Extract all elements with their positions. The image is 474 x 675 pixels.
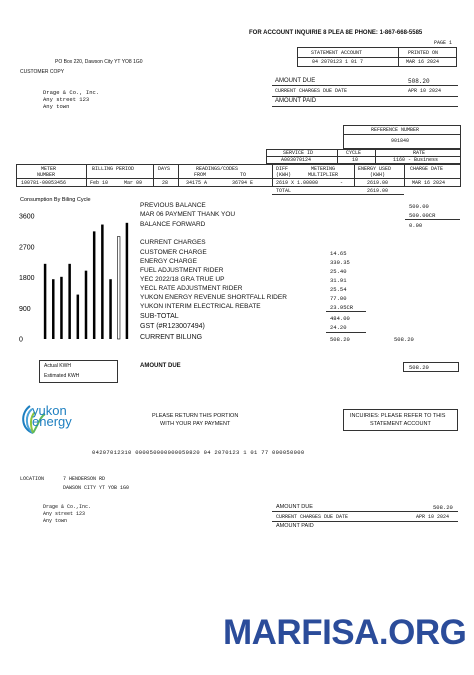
actual-kwh-bar xyxy=(126,223,129,339)
customer-name: Drage & Co., Inc. xyxy=(43,89,100,96)
charge-item-value: 23.95CR xyxy=(330,304,354,311)
location-label: LOCATION xyxy=(20,476,45,482)
legend-estimated: Estimated KWH xyxy=(44,373,80,379)
charge-item-label: CUSTOMER CHARGE xyxy=(140,249,207,256)
customer-street: Any street 123 xyxy=(43,96,90,103)
charge-item-label: YUKON ENERGY REVENUE SHORTFALL RIDER xyxy=(140,294,287,301)
actual-kwh-bar xyxy=(101,225,104,339)
company-address: PO Box 220, Dawson City YT YO8 1G0 xyxy=(55,59,143,65)
inquiries-line1: INCUIRIES: PLEASE REFER TO THIS xyxy=(350,413,446,419)
charge-date-header: CHARGE DATE xyxy=(410,166,444,172)
due-date-label: CURRENT CHARGES DUE DATE xyxy=(275,88,348,94)
remit-amount-due-label: AMOUNT DUE xyxy=(276,504,313,510)
metering-header: METERING xyxy=(311,166,336,172)
readings-header: READINGS/CODES xyxy=(196,166,239,172)
remit-amount-paid-label[interactable]: AMOUNT PAID xyxy=(276,523,314,529)
actual-kwh-bar xyxy=(85,271,88,339)
logo-text-energy: energy xyxy=(32,414,72,429)
total-value: 2619.00 xyxy=(367,188,389,194)
actual-kwh-bar xyxy=(68,264,71,339)
y-tick-label: 0 xyxy=(19,336,23,344)
reading-from-value: 34175 A xyxy=(186,180,208,186)
charge-item-value: 25.54 xyxy=(330,286,347,293)
balance-forward-value: 0.00 xyxy=(409,222,423,229)
service-id-header: SERVICE ID xyxy=(283,150,314,156)
page-number: PAGE 1 xyxy=(434,40,453,46)
charge-item-value: 77.00 xyxy=(330,295,347,302)
location-line2: DAWSON CITY YT YOB 1G0 xyxy=(63,485,130,491)
meter-number-value: 100781-00053456 xyxy=(21,180,67,186)
total-label: TOTAL xyxy=(276,188,292,194)
energy-used-value: 2619.00 xyxy=(367,180,389,186)
legend-actual: Actual KWH xyxy=(44,363,71,369)
balance-forward-label: BALANCE FORWARD xyxy=(140,221,206,228)
charge-item-label: ENERGY CHARGE xyxy=(140,258,197,265)
previous-balance-value: 500.00 xyxy=(409,203,429,210)
customer-town: Any town xyxy=(43,103,70,110)
billing-to-value: Mar 09 xyxy=(124,180,143,186)
statement-account-value: 04 2070123 1 01 7 xyxy=(312,59,364,65)
diff-header-2: (KWH) xyxy=(276,172,292,178)
subtotal-value: 484.00 xyxy=(330,315,350,322)
energy-used-header: ENERGY USED xyxy=(358,166,392,172)
current-billing-label: CURRENT BILUNG xyxy=(140,334,203,341)
diff-header: DIFF xyxy=(276,166,289,172)
charge-item-label: YECL RATE ADJUSTMENT RIDER xyxy=(140,285,243,292)
rate-header: RATE xyxy=(413,150,426,156)
y-tick-label: 3600 xyxy=(19,213,35,221)
charge-item-label: YEC 2022/18 GRA TRUE UP xyxy=(140,276,225,283)
remit-due-date-value: APR 10 2024 xyxy=(416,514,450,520)
remit-town: Any town xyxy=(43,518,68,524)
dash-value: - xyxy=(340,180,344,186)
days-header: DAYS xyxy=(158,166,171,172)
amount-due-summary-label: AMOUNT DUE xyxy=(140,363,181,369)
reference-value: 901840 xyxy=(391,138,410,144)
charge-item-value: 330.35 xyxy=(330,259,350,266)
amount-due-label: AMOUNT DUE xyxy=(275,78,316,84)
from-header: FROM xyxy=(194,172,207,178)
y-tick-label: 900 xyxy=(19,305,31,313)
remit-due-date-label: CURRENT CHARGES DUE DATE xyxy=(276,514,349,520)
current-billing-value: 508.20 xyxy=(330,336,350,343)
statement-account-label: STATEMENT ACCOUNT xyxy=(311,50,363,56)
billing-from-value: Feb 10 xyxy=(90,180,109,186)
reading-to-value: 36794 E xyxy=(232,180,254,186)
current-charges-label: CURRENT CHARGES xyxy=(140,239,206,246)
meter-header: METER xyxy=(41,166,57,172)
gst-value: 24.20 xyxy=(330,324,347,331)
y-tick-label: 2700 xyxy=(19,244,35,252)
meter-header-2: NUMBER xyxy=(37,172,56,178)
charge-item-value: 14.65 xyxy=(330,250,347,257)
amount-paid-label[interactable]: AMOUNT PAID xyxy=(275,98,317,104)
logo-text-yukon: yukon xyxy=(32,403,67,418)
remit-name: Drage & Co.,Inc. xyxy=(43,504,92,510)
payment-value: 500.00CR xyxy=(409,212,436,219)
payment-label: MAR 06 PAYMENT THANK YOU xyxy=(140,211,236,218)
cycle-header: CYCLE xyxy=(346,150,362,156)
energy-used-header-2: (KWH) xyxy=(370,172,386,178)
location-line1: 7 HENDERSON RD xyxy=(63,476,106,482)
actual-kwh-bar xyxy=(44,264,47,339)
reference-label: REFERENCE NUMBER xyxy=(371,127,420,133)
estimated-kwh-bar xyxy=(117,237,120,340)
printed-on-value: MAR 16 2024 xyxy=(406,59,440,65)
actual-kwh-bar xyxy=(77,295,80,339)
inquiries-line2: STATEMENT ACCOUNT xyxy=(370,421,431,427)
chart-title: Consumption By Biling Cycle xyxy=(20,197,91,203)
service-id-value: A003070124 xyxy=(281,157,312,163)
remit-street: Any street 123 xyxy=(43,511,86,517)
cycle-value: 10 xyxy=(352,157,359,163)
consumption-chart xyxy=(15,192,135,352)
actual-kwh-bar xyxy=(109,279,112,339)
charge-date-value: MAR 16 2024 xyxy=(412,180,446,186)
gst-label: GST (#R123007494) xyxy=(140,323,205,330)
amount-due-summary-value: 508.20 xyxy=(409,364,429,371)
inquiries-phone: FOR ACCOUNT INQUIRIE 8 PLEA 8E PHONE: 1-867-668-5585 xyxy=(249,30,423,36)
billing-period-header: BILLING PERIOD xyxy=(92,166,135,172)
printed-on-label: PRINTED ON xyxy=(408,50,439,56)
customer-copy-label: CUSTOMER COPY xyxy=(20,69,65,75)
days-value: 28 xyxy=(162,180,169,186)
scan-line: 04207012310 000050000000050820 04 2070123 1 01 77 000050000 xyxy=(92,449,305,456)
rate-value: 1160 - Business xyxy=(393,157,439,163)
charge-item-label: FUEL ADJUSTMENT RIDER xyxy=(140,267,224,274)
due-date-value: APR 10 2024 xyxy=(408,88,442,94)
return-portion-line2: WITH YOUR PAY PAYMENT xyxy=(160,421,231,427)
actual-kwh-bar xyxy=(93,231,96,339)
actual-kwh-bar xyxy=(60,277,63,339)
multiplier-header: MULTIPLIER xyxy=(308,172,339,178)
watermark: MARFISA.ORG xyxy=(223,613,467,652)
return-portion-line1: PLEASE RETURN THIS PORTION xyxy=(152,413,239,419)
charge-item-label: YUKON INTERIM ELECTRICAL REBATE xyxy=(140,303,261,310)
to-header: TO xyxy=(240,172,247,178)
remit-amount-due-value: 508.20 xyxy=(433,504,453,511)
amount-due-value: 508.20 xyxy=(408,78,430,85)
subtotal-label: SUB-TOTAL xyxy=(140,313,179,320)
y-tick-label: 1800 xyxy=(19,275,35,282)
diff-multiplier-value: 2619 X 1.00000 xyxy=(276,180,319,186)
previous-balance-label: PREVIOUS BALANCE xyxy=(140,202,206,209)
charge-item-value: 31.91 xyxy=(330,277,347,284)
charge-item-value: 25.40 xyxy=(330,268,347,275)
current-billing-total: 508.20 xyxy=(394,336,414,343)
actual-kwh-bar xyxy=(52,279,55,339)
